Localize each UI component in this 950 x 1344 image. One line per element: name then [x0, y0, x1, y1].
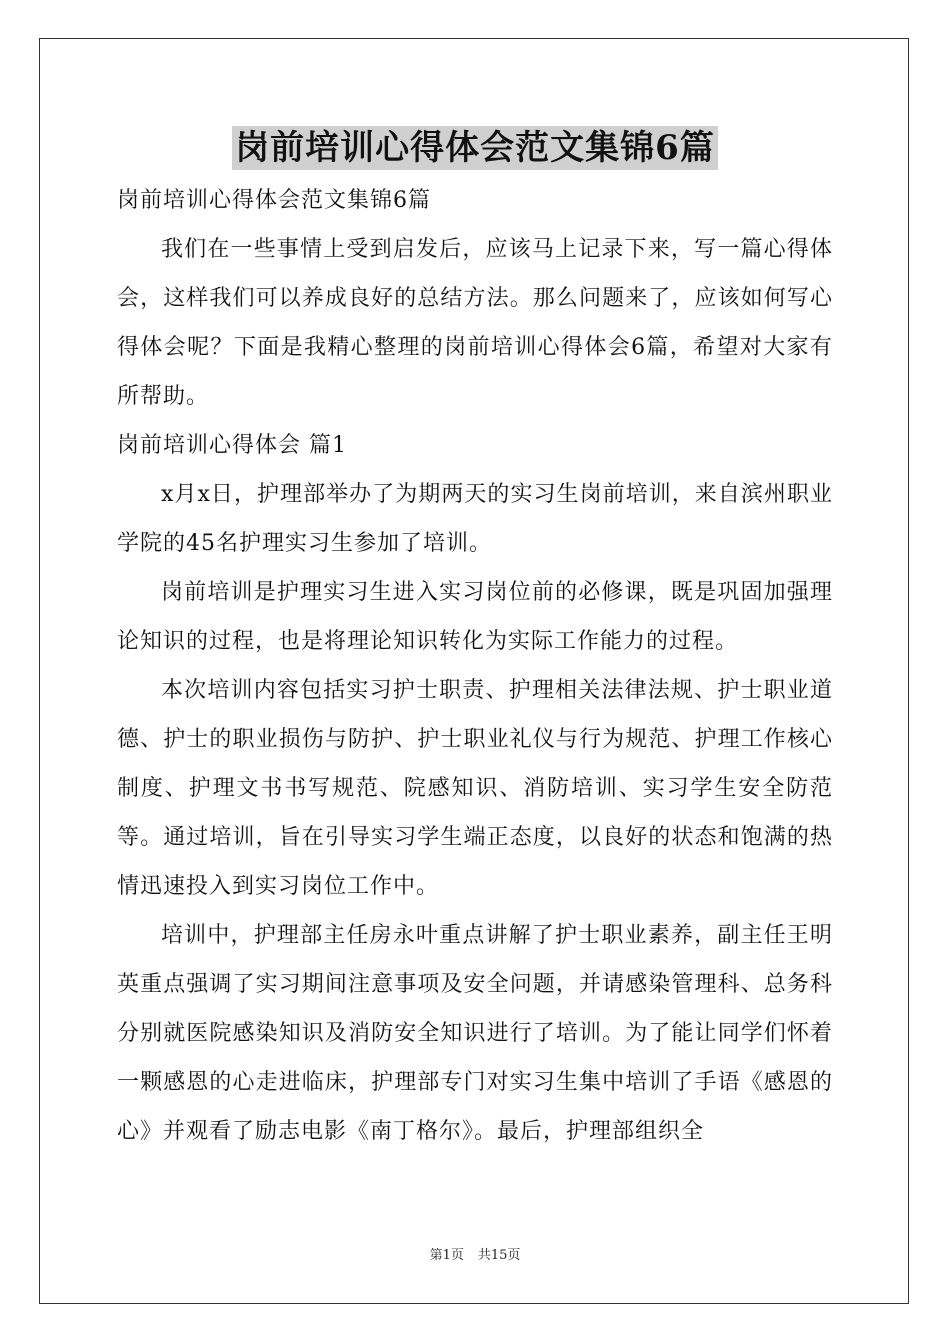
page-footer — [0, 1244, 950, 1263]
document-body — [117, 176, 833, 1156]
page-number: 第1页 — [429, 1248, 464, 1263]
paragraph: 培训中，护理部主任房永叶重点讲解了护士职业素养，副主任王明英重点强调了实习期间注意事项及安全问题，并请感染管理科、总务科分别就医院感染知识及消防安全知识进行了培训。为了能让同学们怀着一颗感恩的心走进临床，护理部专门对实习生集中培训了手语《感恩的心》并观看了励志电影《南丁格尔》。最后，护理部组织全 — [117, 923, 833, 1144]
paragraph: 本次培训内容包括实习护士职责、护理相关法律法规、护士职业道德、护士的职业损伤与防护、护士职业礼仪与行为规范、护理工作核心制度、护理文书书写规范、院感知识、消防培训、实习学生安全防范等。通过培训，旨在引导实习学生端正态度，以良好的状态和饱满的热情迅速投入到实习岗位工作中。 — [117, 678, 833, 899]
paragraph: 岗前培训是护理实习生进入实习岗位前的必修课，既是巩固加强理论知识的过程，也是将理论知识转化为实际工作能力的过程。 — [117, 580, 833, 654]
paragraph: 岗前培训心得体会 篇1 — [117, 433, 347, 458]
document-title: 岗前培训心得体会范文集锦6篇 — [232, 126, 718, 170]
title-container — [0, 126, 950, 170]
paragraph: 我们在一些事情上受到启发后，应该马上记录下来，写一篇心得体会，这样我们可以养成良好的总结方法。那么问题来了，应该如何写心得体会呢？下面是我精心整理的岗前培训心得体会6篇，希望对大家有所帮助。 — [117, 237, 833, 409]
total-pages: 共15页 — [477, 1248, 521, 1263]
paragraph: 岗前培训心得体会范文集锦6篇 — [117, 188, 431, 213]
paragraph: x月x日，护理部举办了为期两天的实习生岗前培训，来自滨州职业学院的45名护理实习生参加了培训。 — [117, 482, 833, 556]
